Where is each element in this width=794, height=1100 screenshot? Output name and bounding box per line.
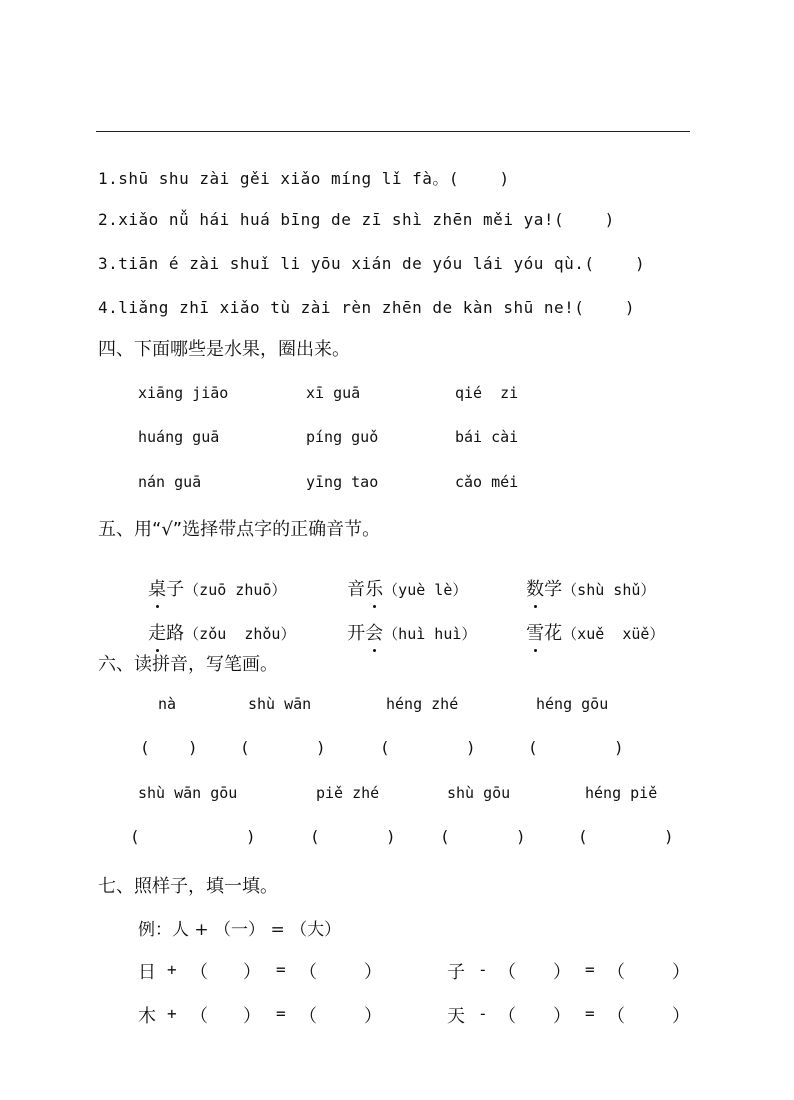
answer-close-paren: ） [243, 962, 261, 983]
dotted-char: 会 [365, 619, 383, 645]
answer-close-paren: ) [386, 827, 396, 846]
fruit-option: nán guā [138, 473, 202, 491]
answer-close-paren: ） [672, 1006, 690, 1027]
dotted-char: 雪 [526, 619, 544, 645]
pinyin-choice [138, 556, 286, 601]
operator: + [167, 960, 177, 979]
sentence-2: 2.xiǎo nǚ hái huá bīng de zī shì zhēn měi ya!( ) [98, 210, 615, 229]
answer-open-paren: ( [240, 738, 250, 757]
pinyin-choice [337, 556, 467, 601]
answer-open-paren: ( [310, 827, 320, 846]
equals: = [585, 960, 595, 979]
answer-close-paren: ) [614, 738, 624, 757]
stroke-pinyin: héng piě [585, 784, 658, 802]
answer-close-paren: ） [553, 962, 571, 983]
answer-open-paren: （ [498, 962, 516, 983]
header-rule [96, 131, 690, 132]
answer-open-paren: ( [140, 738, 150, 757]
pinyin-options: （huì huì） [383, 625, 477, 643]
example-line: 例：人 + （一） = （大） [138, 920, 342, 940]
dotted-char: 乐 [365, 575, 383, 601]
operator: - [478, 960, 488, 979]
fruit-option: xī guā [306, 384, 361, 402]
answer-open-paren: ( [130, 827, 140, 846]
answer-close-paren: ) [188, 738, 198, 757]
sentence-4: 4.liǎng zhī xiǎo tù zài rèn zhēn de kàn shū ne!( ) [98, 298, 636, 317]
answer-open-paren: （ [299, 1006, 317, 1027]
answer-close-paren: ） [364, 1006, 382, 1027]
dotted-char: 数 [526, 575, 544, 601]
fruit-option: bái cài [455, 428, 519, 446]
answer-open-paren: （ [607, 1006, 625, 1027]
stroke-pinyin: héng gōu [536, 695, 609, 713]
stroke-pinyin: nà [158, 695, 177, 713]
answer-open-paren: （ [299, 962, 317, 983]
pinyin-options: （shù shǔ） [562, 581, 656, 599]
stroke-pinyin: piě zhé [316, 784, 380, 802]
operator: - [478, 1004, 488, 1023]
answer-open-paren: （ [607, 962, 625, 983]
answer-close-paren: ) [316, 738, 326, 757]
fruit-option: píng guǒ [306, 428, 379, 446]
fruit-option: yīng tao [306, 473, 379, 491]
answer-open-paren: ( [578, 827, 588, 846]
char: 子 [447, 962, 465, 983]
answer-close-paren: ) [664, 827, 674, 846]
dotted-char: 桌 [148, 575, 166, 601]
pinyin-options: （zuō zhuō） [184, 581, 287, 599]
pinyin-choice [337, 600, 476, 645]
answer-close-paren: ） [553, 1006, 571, 1027]
sentence-3: 3.tiān é zài shuǐ li yōu xián de yóu lái yóu qù.( ) [98, 254, 646, 273]
equals: = [585, 1004, 595, 1023]
char: 音 [347, 579, 366, 600]
char: 路 [166, 623, 185, 644]
section6-title: 六、读拼音，写笔画。 [98, 654, 278, 675]
char: 天 [447, 1006, 465, 1027]
answer-close-paren: ) [466, 738, 476, 757]
fruit-option: xiāng jiāo [138, 384, 229, 402]
stroke-pinyin: shù wān gōu [138, 784, 238, 802]
section5-title: 五、用“√”选择带点字的正确音节。 [98, 519, 381, 540]
pinyin-options: （xuě xüě） [562, 625, 665, 643]
answer-close-paren: ） [243, 1006, 261, 1027]
answer-close-paren: ) [516, 827, 526, 846]
section7-title: 七、照样子，填一填。 [98, 876, 278, 897]
answer-open-paren: ( [440, 827, 450, 846]
operator: + [167, 1004, 177, 1023]
pinyin-choice [138, 600, 295, 645]
section4-title: 四、下面哪些是水果，圈出来。 [98, 339, 350, 360]
answer-open-paren: ( [528, 738, 538, 757]
answer-open-paren: （ [498, 1006, 516, 1027]
pinyin-options: （yuè lè） [383, 581, 468, 599]
sentence-1: 1.shū shu zài gěi xiǎo míng lǐ fà。( ) [98, 169, 510, 188]
char: 开 [347, 623, 366, 644]
answer-close-paren: ） [672, 962, 690, 983]
answer-open-paren: （ [190, 1006, 208, 1027]
fruit-option: cǎo méi [455, 473, 519, 491]
fruit-option: huáng guā [138, 428, 220, 446]
pinyin-choice [516, 600, 664, 645]
pinyin-options: （zǒu zhǒu） [184, 625, 296, 643]
answer-open-paren: （ [190, 962, 208, 983]
fruit-option: qié zi [455, 384, 519, 402]
dotted-char: 走 [148, 619, 166, 645]
stroke-pinyin: shù wān [248, 695, 312, 713]
stroke-pinyin: héng zhé [386, 695, 459, 713]
answer-close-paren: ） [364, 962, 382, 983]
char: 木 [138, 1006, 156, 1027]
stroke-pinyin: shù gōu [447, 784, 511, 802]
answer-open-paren: ( [380, 738, 390, 757]
answer-close-paren: ) [246, 827, 256, 846]
equals: = [276, 1004, 286, 1023]
char: 学 [544, 579, 563, 600]
char: 日 [138, 962, 156, 983]
char: 子 [166, 579, 185, 600]
char: 花 [544, 623, 563, 644]
equals: = [276, 960, 286, 979]
pinyin-choice [516, 556, 655, 601]
